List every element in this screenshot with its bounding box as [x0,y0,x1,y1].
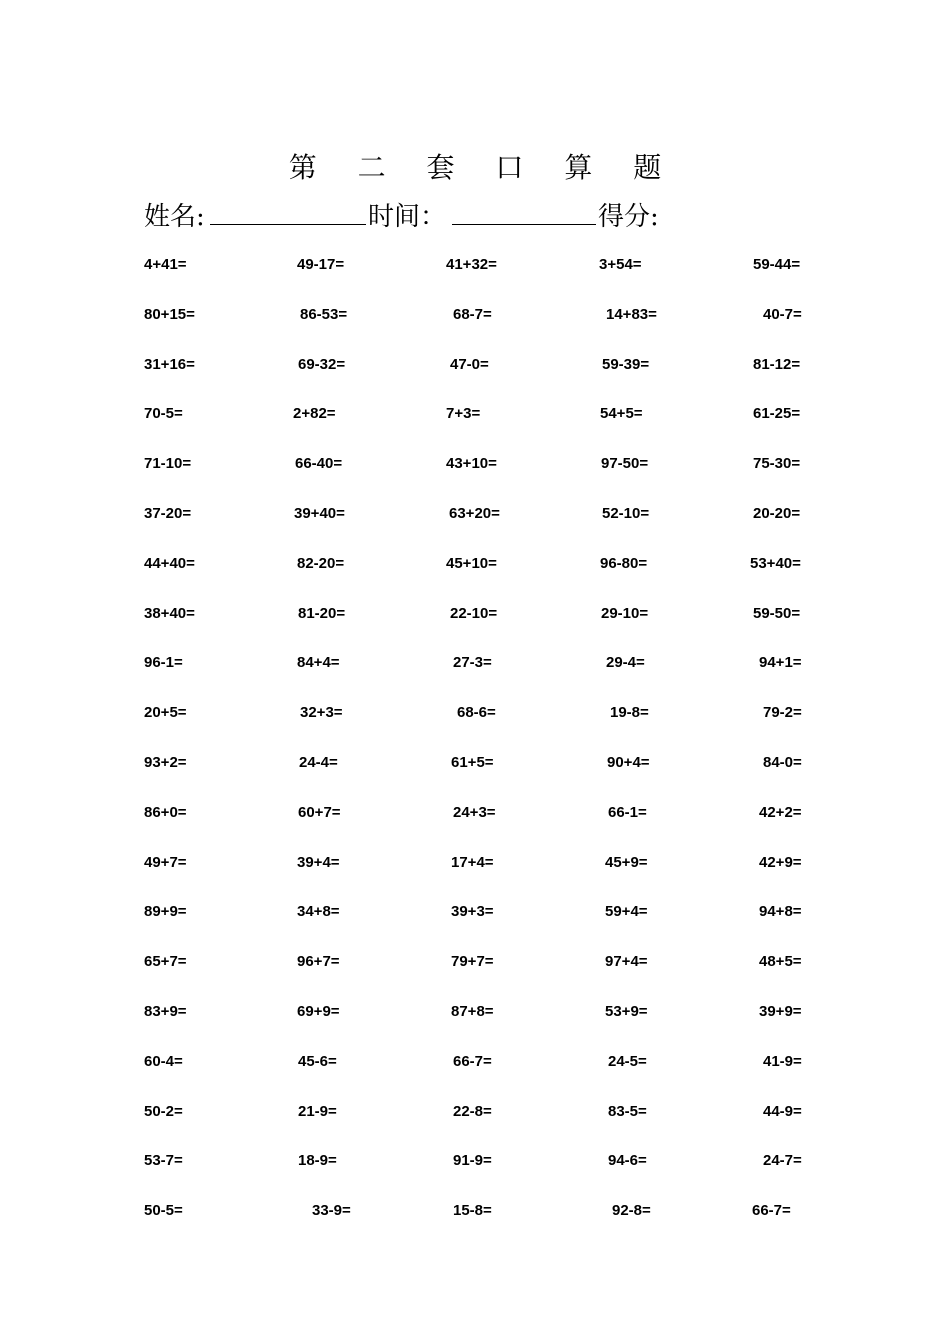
math-problem: 53+9= [605,1002,648,1020]
math-problem: 91-9= [453,1152,492,1170]
math-problem: 68-6= [457,704,496,722]
math-problem: 79-2= [763,704,802,722]
math-problem: 69+9= [297,1002,340,1020]
math-problem: 83-5= [608,1102,647,1120]
math-problem: 82-20= [297,554,345,572]
math-problem: 94+8= [759,903,802,921]
math-problem: 40-7= [763,305,802,323]
math-problem: 44-9= [763,1102,802,1120]
math-problem: 90+4= [607,753,650,771]
math-problem: 53-7= [144,1152,183,1170]
problem-row [0,306,950,356]
math-problem: 53+40= [750,554,801,572]
math-problem: 19-8= [610,704,649,722]
problem-row [0,605,950,655]
math-problem: 94-6= [608,1152,647,1170]
math-problem: 92-8= [612,1202,651,1220]
math-problem: 29-4= [606,654,645,672]
math-problem: 97+4= [605,953,648,971]
math-problem: 32+3= [300,704,343,722]
math-problem: 4+41= [144,256,187,273]
math-problem: 47-0= [450,355,489,373]
math-problem: 31+16= [144,355,195,373]
math-problem: 39+40= [294,504,345,522]
math-problem: 59+4= [605,903,648,921]
math-problem: 59-44= [753,256,801,273]
math-problem: 66-7= [453,1052,492,1070]
math-problem: 59-39= [602,355,650,373]
problem-row [0,555,950,605]
math-problem: 34+8= [297,903,340,921]
math-problem: 24-5= [608,1052,647,1070]
math-problem: 22-8= [453,1102,492,1120]
math-problem: 61+5= [451,753,494,771]
problems-grid [0,256,950,1252]
math-problem: 86-53= [300,305,348,323]
problem-row [0,256,950,306]
math-problem: 41+32= [446,256,497,273]
math-problem: 87+8= [451,1002,494,1020]
math-problem: 54+5= [600,405,643,423]
math-problem: 79+7= [451,953,494,971]
math-problem: 81-12= [753,355,801,373]
math-problem: 52-10= [602,504,650,522]
problem-row [0,953,950,1003]
math-problem: 94+1= [759,654,802,672]
math-problem: 86+0= [144,803,187,821]
math-problem: 48+5= [759,953,802,971]
problem-row [0,704,950,754]
math-problem: 50-5= [144,1202,183,1220]
math-problem: 45+10= [446,554,497,572]
math-problem: 96-80= [600,554,648,572]
math-problem: 33-9= [312,1202,351,1220]
math-problem: 24+3= [453,803,496,821]
math-problem: 80+15= [144,305,195,323]
math-problem: 39+9= [759,1002,802,1020]
name-label: 姓名: [144,202,205,232]
problem-row [0,505,950,555]
problem-row [0,1103,950,1153]
math-problem: 61-25= [753,405,801,423]
math-problem: 20+5= [144,704,187,722]
score-label: 得分: [598,202,659,232]
math-problem: 24-4= [299,753,338,771]
problem-row [0,1152,950,1202]
math-problem: 96-1= [144,654,183,672]
math-problem: 97-50= [601,455,649,473]
math-problem: 59-50= [753,604,801,622]
math-problem: 2+82= [293,405,336,423]
math-problem: 44+40= [144,554,195,572]
math-problem: 45+9= [605,853,648,871]
math-problem: 38+40= [144,604,195,622]
problem-row [0,356,950,406]
math-problem: 39+4= [297,853,340,871]
math-problem: 69-32= [298,355,346,373]
math-problem: 75-30= [753,455,801,473]
math-problem: 15-8= [453,1202,492,1220]
page-title: 第 二 套 口 算 题 [288,151,678,184]
math-problem: 29-10= [601,604,649,622]
math-problem: 70-5= [144,405,183,423]
math-problem: 3+54= [599,256,642,273]
math-problem: 18-9= [298,1152,337,1170]
math-problem: 81-20= [298,604,346,622]
math-problem: 42+2= [759,803,802,821]
math-problem: 50-2= [144,1102,183,1120]
math-problem: 66-7= [752,1202,791,1220]
problem-row [0,654,950,704]
problem-row [0,903,950,953]
math-problem: 20-20= [753,504,801,522]
math-problem: 68-7= [453,305,492,323]
math-problem: 45-6= [298,1052,337,1070]
math-problem: 39+3= [451,903,494,921]
math-problem: 21-9= [298,1102,337,1120]
math-problem: 96+7= [297,953,340,971]
math-problem: 60+7= [298,803,341,821]
math-problem: 83+9= [144,1002,187,1020]
math-problem: 93+2= [144,753,187,771]
time-blank-line[interactable] [452,196,596,232]
math-problem: 41-9= [763,1052,802,1070]
math-problem: 71-10= [144,455,192,473]
problem-row [0,804,950,854]
math-problem: 24-7= [763,1152,802,1170]
problem-row [0,405,950,455]
problem-row [0,1053,950,1103]
problem-row [0,455,950,505]
name-blank-line[interactable] [210,196,366,232]
math-problem: 63+20= [449,504,500,522]
problem-row [0,754,950,804]
math-problem: 84-0= [763,753,802,771]
problem-row [0,854,950,904]
math-problem: 37-20= [144,504,192,522]
math-problem: 42+9= [759,853,802,871]
math-problem: 65+7= [144,953,187,971]
math-problem: 66-40= [295,455,343,473]
math-problem: 22-10= [450,604,498,622]
math-problem: 84+4= [297,654,340,672]
problem-row [0,1202,950,1252]
math-problem: 27-3= [453,654,492,672]
problem-row [0,1003,950,1053]
math-problem: 60-4= [144,1052,183,1070]
math-problem: 7+3= [446,405,481,423]
math-problem: 17+4= [451,853,494,871]
time-label: 时间： [368,202,447,232]
math-problem: 14+83= [606,305,657,323]
math-problem: 66-1= [608,803,647,821]
math-problem: 49-17= [297,256,345,273]
math-problem: 43+10= [446,455,497,473]
math-problem: 49+7= [144,853,187,871]
student-info-header [144,196,844,236]
math-problem: 89+9= [144,903,187,921]
